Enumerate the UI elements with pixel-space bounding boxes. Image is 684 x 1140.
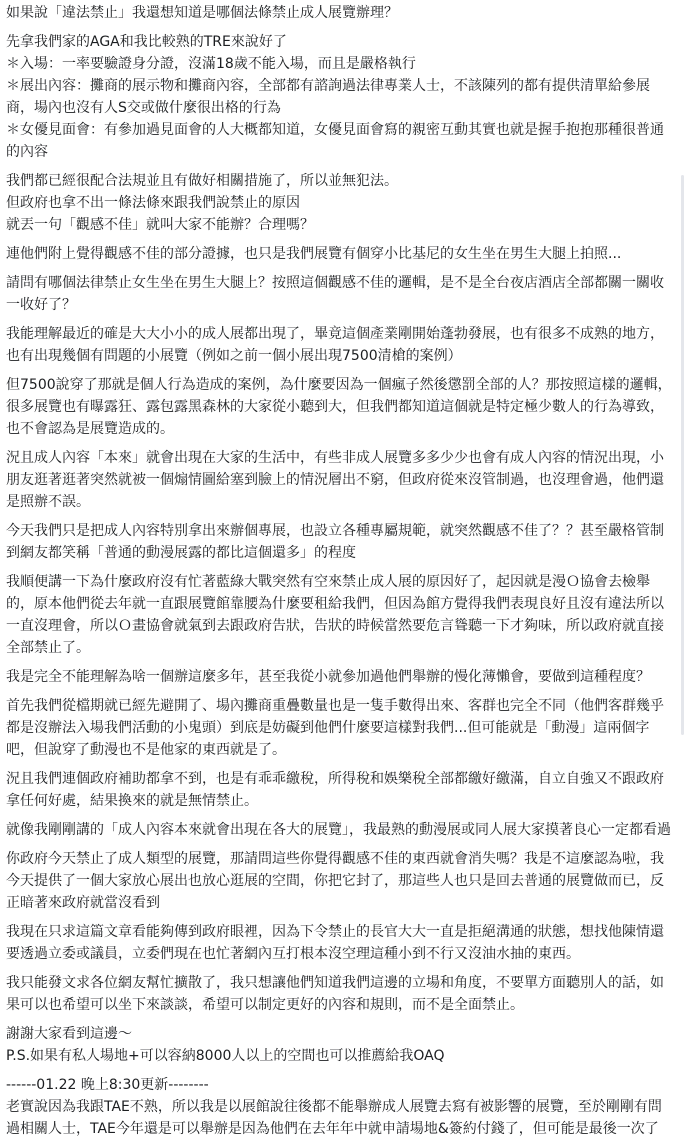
post-paragraph — [6, 323, 674, 367]
post-paragraph — [6, 2, 674, 24]
paragraph-line: 但政府也拿不出一條法條來跟我們說禁止的原因 — [6, 195, 300, 211]
paragraph-line: 我現在只求這篇文章看能夠傳到政府眼裡，因為下令禁止的長官大大一直是拒絕溝通的狀態，想找他陳情還要透過立委或議員，立委們現在也忙著網內互打根本沒空理這種小到不行又沒油水抽的東西。 — [6, 924, 664, 962]
post-paragraph — [6, 374, 674, 440]
paragraph-line: 就像我剛剛講的「成人內容本來就會出現在各大的展覽」，我最熟的動漫展或同人展大家摸著良心一定都看過 — [6, 822, 671, 838]
paragraph-line: P.S.如果有私人場地+可以容納8000人以上的空間也可以推薦給我OAQ — [6, 1048, 445, 1064]
paragraph-line: 首先我們從檔期就已經先避開了、場內攤商重疊數量也是一隻手數得出來、客群也完全不同（他們客群幾乎都是沒辦法入場我們活動的小鬼頭）到底是妨礙到他們什麼要這樣對我們...但可能就是「動漫」這兩個字吧，但說穿了動漫也不是他家的東西就是了。 — [6, 698, 664, 758]
paragraph-line: 我能理解最近的確是大大小小的成人展都出現了，畢竟這個產業剛開始蓬勃發展，也有很多不成熟的地方，也有出現幾個有問題的小展覽（例如之前一個小展出現7500清槍的案例） — [6, 326, 664, 364]
paragraph-line: 你政府今天禁止了成人類型的展覽，那請問這些你覺得觀感不佳的東西就會消失嗎？我是不這麼認為啦，我今天提供了一個大家放心展出也放心逛展的空間，你把它封了，那這些人也只是回去普通的展覽做而已，反正暗著來政府就當沒看到 — [6, 851, 664, 911]
paragraph-line: 今天我們只是把成人內容特別拿出來辦個專展，也設立各種專屬規範，就突然觀感不佳了？？甚至嚴格管制到網友都笑稱「普通的動漫展露的都比這個還多」的程度 — [6, 523, 664, 561]
paragraph-line: ＊入場：一率要驗證身分證，沒滿18歲不能入場，而且是嚴格執行 — [6, 56, 416, 72]
post-paragraph — [6, 848, 674, 914]
post-paragraph — [6, 819, 674, 841]
post-paragraph — [6, 170, 674, 236]
paragraph-line: 我順便講一下為什麼政府沒有忙著藍綠大戰突然有空來禁止成人展的原因好了，起因就是漫Ｏ協會去檢舉的，原本他們從去年就一直跟展覽館靠腰為什麼要租給我們，但因為館方覺得我們表現良好且沒有違法所以一直沒理會，所以Ｏ畫協會就氣到去跟政府告狀，告狀的時候當然要危言聳聽一下才夠味，所以政府就直接全部禁止了。 — [6, 574, 664, 656]
post-paragraph — [6, 921, 674, 965]
paragraph-line: 先拿我們家的AGA和我比較熟的TRE來說好了 — [6, 34, 287, 50]
paragraph-line: ------01.22 晚上8:30更新-------- — [6, 1077, 209, 1093]
paragraph-line: 況且我們連個政府補助都拿不到，也是有乖乖繳稅，所得稅和娛樂稅全部都繳好繳滿，自立自強又不跟政府拿任何好處，結果換來的就是無情禁止。 — [6, 771, 664, 809]
post-paragraph — [6, 695, 674, 761]
post-paragraph — [6, 1023, 674, 1067]
post-paragraph — [6, 243, 674, 265]
paragraph-line: 況且成人內容「本來」就會出現在大家的生活中，有些非成人展覽多多少少也會有成人內容的情況出現，小朋友逛著逛著突然就被一個煽情圖給塞到臉上的情況層出不窮，但政府從來沒管制過，也沒理會過，他們還是照辦不誤。 — [6, 450, 664, 510]
paragraph-line: ＊女優見面會：有參加過見面會的人大概都知道，女優見面會寫的親密互動其實也就是握手抱抱那種很普通的內容 — [6, 122, 664, 160]
post-paragraph — [6, 972, 674, 1016]
paragraph-line: 老實說因為我跟TAE不熟，所以我是以展館說往後都不能舉辦成人展覽去寫有被影響的展覽，至於剛剛有問過相關人士，TAE今年還是可以舉辦是因為他們在去年年中就申請場地&簽約付錢了，但可能是最後一次了 — [6, 1099, 662, 1137]
paragraph-line: 謝謝大家看到這邊～ — [6, 1026, 132, 1042]
post-paragraph — [6, 447, 674, 513]
post-paragraph — [6, 571, 674, 659]
paragraph-line: 我只能發文求各位網友幫忙擴散了，我只想讓他們知道我們這邊的立場和角度，不要單方面聽別人的話，如果可以也希望可以坐下來談談，希望可以制定更好的內容和規則，而不是全面禁止。 — [6, 975, 664, 1013]
post-paragraph — [6, 520, 674, 564]
paragraph-line: 我們都已經很配合法規並且有做好相關措施了，所以並無犯法。 — [6, 173, 398, 189]
post-paragraph — [6, 768, 674, 812]
paragraph-line: 如果說「違法禁止」我還想知道是哪個法條禁止成人展覽辦理？ — [6, 5, 398, 21]
paragraph-line: ＊展出內容：攤商的展示物和攤商內容，全部都有諮詢過法律專業人士，不該陳列的都有提供清單給參展商，場內也沒有人S交或做什麼很出格的行為 — [6, 78, 650, 116]
paragraph-line: 就丟一句「觀感不佳」就叫大家不能辦？合理嗎？ — [6, 217, 314, 233]
paragraph-line: 連他們附上覺得觀感不佳的部分證據，也只是我們展覽有個穿小比基尼的女生坐在男生大腿上拍照... — [6, 246, 622, 262]
post-paragraph — [6, 31, 674, 163]
post-paragraph — [6, 666, 674, 688]
paragraph-line: 請問有哪個法律禁止女生坐在男生大腿上？按照這個觀感不佳的邏輯，是不是全台夜店酒店全部都關一關收一收好了？ — [6, 275, 664, 313]
paragraph-line: 但7500說穿了那就是個人行為造成的案例，為什麼要因為一個瘋子然後懲罰全部的人？那按照這樣的邏輯，很多展覽也有曝露狂、露包露黑森林的大家從小聽到大，但我們都知道這個就是特定極少數人的行為導致，也不會認為是展覽造成的。 — [6, 377, 672, 437]
post-paragraph — [6, 272, 674, 316]
paragraph-line: 我是完全不能理解為啥一個辦這麼多年，甚至我從小就參加過他們舉辦的慢化薄懶會，要做到這種程度？ — [6, 669, 650, 685]
post-paragraph — [6, 1074, 674, 1140]
